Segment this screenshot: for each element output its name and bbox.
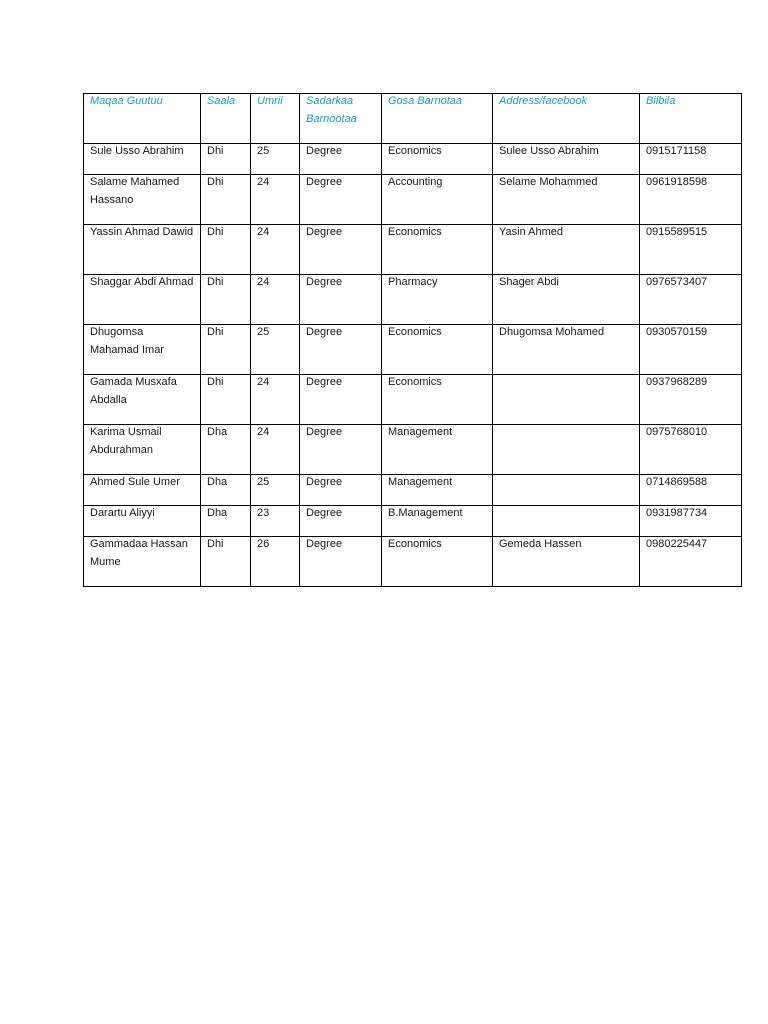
cell-text: Dhugomsa Mahamad Imar [90,326,164,356]
cell-text: Dha [207,507,228,519]
cell-field-of-study [382,175,493,225]
table-row [84,175,742,225]
cell-text: 26 [257,538,270,550]
cell-education-level [300,144,382,175]
cell-text: Ahmed Sule Umer [90,476,180,488]
cell-field-of-study [382,325,493,375]
cell-age [251,475,300,506]
cell-text: Gamada Musxafa Abdalla [90,376,177,406]
cell-full-name [84,375,201,425]
cell-education-level [300,225,382,275]
cell-age [251,325,300,375]
student-roster-table [83,93,742,587]
cell-age [251,506,300,537]
cell-field-of-study [382,225,493,275]
cell-full-name [84,425,201,475]
header-label: Bilbila [646,95,676,107]
cell-address-facebook [493,275,640,325]
cell-text: Dhi [207,145,224,157]
cell-age [251,425,300,475]
cell-address-facebook [493,175,640,225]
cell-address-facebook [493,506,640,537]
cell-text: Degree [306,426,343,438]
cell-text: Degree [306,276,343,288]
cell-text: 0937968289 [646,376,708,388]
cell-text: 24 [257,176,270,188]
table-row [84,325,742,375]
cell-phone [640,275,742,325]
cell-field-of-study [382,475,493,506]
cell-text: Dhi [207,376,224,388]
cell-full-name [84,225,201,275]
cell-phone [640,475,742,506]
cell-address-facebook [493,144,640,175]
cell-text: 0961918598 [646,176,708,188]
cell-full-name [84,144,201,175]
cell-age [251,275,300,325]
cell-text: Economics [388,145,442,157]
table-row [84,506,742,537]
cell-text: Selame Mohammed [499,176,598,188]
cell-gender [201,275,251,325]
cell-gender [201,537,251,587]
cell-text: Salame Mahamed Hassano [90,176,180,206]
header-label: Umrii [257,95,283,107]
cell-address-facebook [493,537,640,587]
cell-text: Degree [306,145,343,157]
header-education-level [300,94,382,144]
table-row [84,275,742,325]
cell-text: Management [388,426,453,438]
cell-text: Dhi [207,176,224,188]
cell-text: Dhi [207,326,224,338]
cell-education-level [300,506,382,537]
cell-text: Dhugomsa Mohamed [499,326,605,338]
cell-text: 0915589515 [646,226,708,238]
cell-text: Economics [388,226,442,238]
cell-gender [201,375,251,425]
cell-text: Pharmacy [388,276,438,288]
cell-text: Accounting [388,176,443,188]
cell-gender [201,506,251,537]
header-label: Address/facebook [499,95,588,107]
cell-full-name [84,325,201,375]
cell-age [251,375,300,425]
cell-text: 24 [257,376,270,388]
table-row [84,225,742,275]
cell-text: 0931987734 [646,507,708,519]
cell-text: Yassin Ahmad Dawid [90,226,194,238]
cell-full-name [84,175,201,225]
table-row [84,375,742,425]
cell-text: 24 [257,276,270,288]
cell-gender [201,225,251,275]
cell-phone [640,144,742,175]
header-label: Saala [207,95,236,107]
cell-address-facebook [493,475,640,506]
cell-education-level [300,537,382,587]
cell-text: Economics [388,376,442,388]
cell-text: Degree [306,538,343,550]
cell-text: 25 [257,476,270,488]
cell-full-name [84,475,201,506]
cell-text: Degree [306,176,343,188]
header-age [251,94,300,144]
cell-text: Economics [388,538,442,550]
cell-text: Sule Usso Abrahim [90,145,184,157]
cell-text: Karima Usmail Abdurahman [90,426,162,456]
cell-text: Degree [306,226,343,238]
cell-address-facebook [493,375,640,425]
cell-phone [640,225,742,275]
cell-text: Degree [306,376,343,388]
cell-text: 23 [257,507,270,519]
cell-text: 24 [257,226,270,238]
cell-text: Shager Abdi [499,276,559,288]
cell-education-level [300,275,382,325]
cell-phone [640,325,742,375]
cell-gender [201,475,251,506]
cell-full-name [84,537,201,587]
cell-education-level [300,425,382,475]
cell-text: Sulee Usso Abrahim [499,145,599,157]
cell-text: Shaggar Abdi Ahmad [90,276,194,288]
cell-text: Darartu Aliyyi [90,507,155,519]
cell-text: 0976573407 [646,276,708,288]
cell-text: Gemeda Hassen [499,538,582,550]
cell-age [251,175,300,225]
cell-gender [201,175,251,225]
cell-phone [640,537,742,587]
cell-text: 24 [257,426,270,438]
cell-text: 0975768010 [646,426,708,438]
header-address-facebook [493,94,640,144]
cell-field-of-study [382,425,493,475]
cell-address-facebook [493,225,640,275]
cell-text: Dha [207,476,228,488]
cell-field-of-study [382,537,493,587]
cell-full-name [84,275,201,325]
cell-full-name [84,506,201,537]
cell-text: Management [388,476,453,488]
header-phone [640,94,742,144]
cell-phone [640,375,742,425]
cell-text: Dha [207,426,228,438]
cell-field-of-study [382,275,493,325]
cell-text: 0714869588 [646,476,708,488]
cell-text: Degree [306,476,343,488]
table-row [84,537,742,587]
cell-field-of-study [382,375,493,425]
cell-phone [640,175,742,225]
cell-gender [201,425,251,475]
cell-age [251,144,300,175]
cell-text: Economics [388,326,442,338]
cell-text: 25 [257,326,270,338]
cell-address-facebook [493,325,640,375]
cell-education-level [300,475,382,506]
cell-text: Dhi [207,276,224,288]
cell-text: 0930570159 [646,326,708,338]
table-row [84,144,742,175]
cell-text: 0915171158 [646,145,707,157]
cell-text: Degree [306,507,343,519]
table-row [84,475,742,506]
header-gender [201,94,251,144]
header-label: Sadarkaa Barnootaa [306,95,357,125]
cell-text: Gammadaa Hassan Mume [90,538,188,568]
cell-age [251,537,300,587]
cell-field-of-study [382,506,493,537]
cell-gender [201,325,251,375]
header-full-name [84,94,201,144]
cell-text: 0980225447 [646,538,708,550]
cell-text: 25 [257,145,270,157]
cell-gender [201,144,251,175]
table-row [84,425,742,475]
cell-text: Dhi [207,226,224,238]
cell-text: Dhi [207,538,224,550]
cell-education-level [300,175,382,225]
cell-phone [640,506,742,537]
header-label: Maqaa Guutuu [90,95,163,107]
cell-age [251,225,300,275]
cell-education-level [300,325,382,375]
cell-text: Degree [306,326,343,338]
cell-text: B.Management [388,507,463,519]
header-field-of-study [382,94,493,144]
cell-field-of-study [382,144,493,175]
header-label: Gosa Barnotaa [388,95,462,107]
cell-education-level [300,375,382,425]
table-header-row [84,94,742,144]
cell-text: Yasin Ahmed [499,226,564,238]
cell-address-facebook [493,425,640,475]
cell-phone [640,425,742,475]
